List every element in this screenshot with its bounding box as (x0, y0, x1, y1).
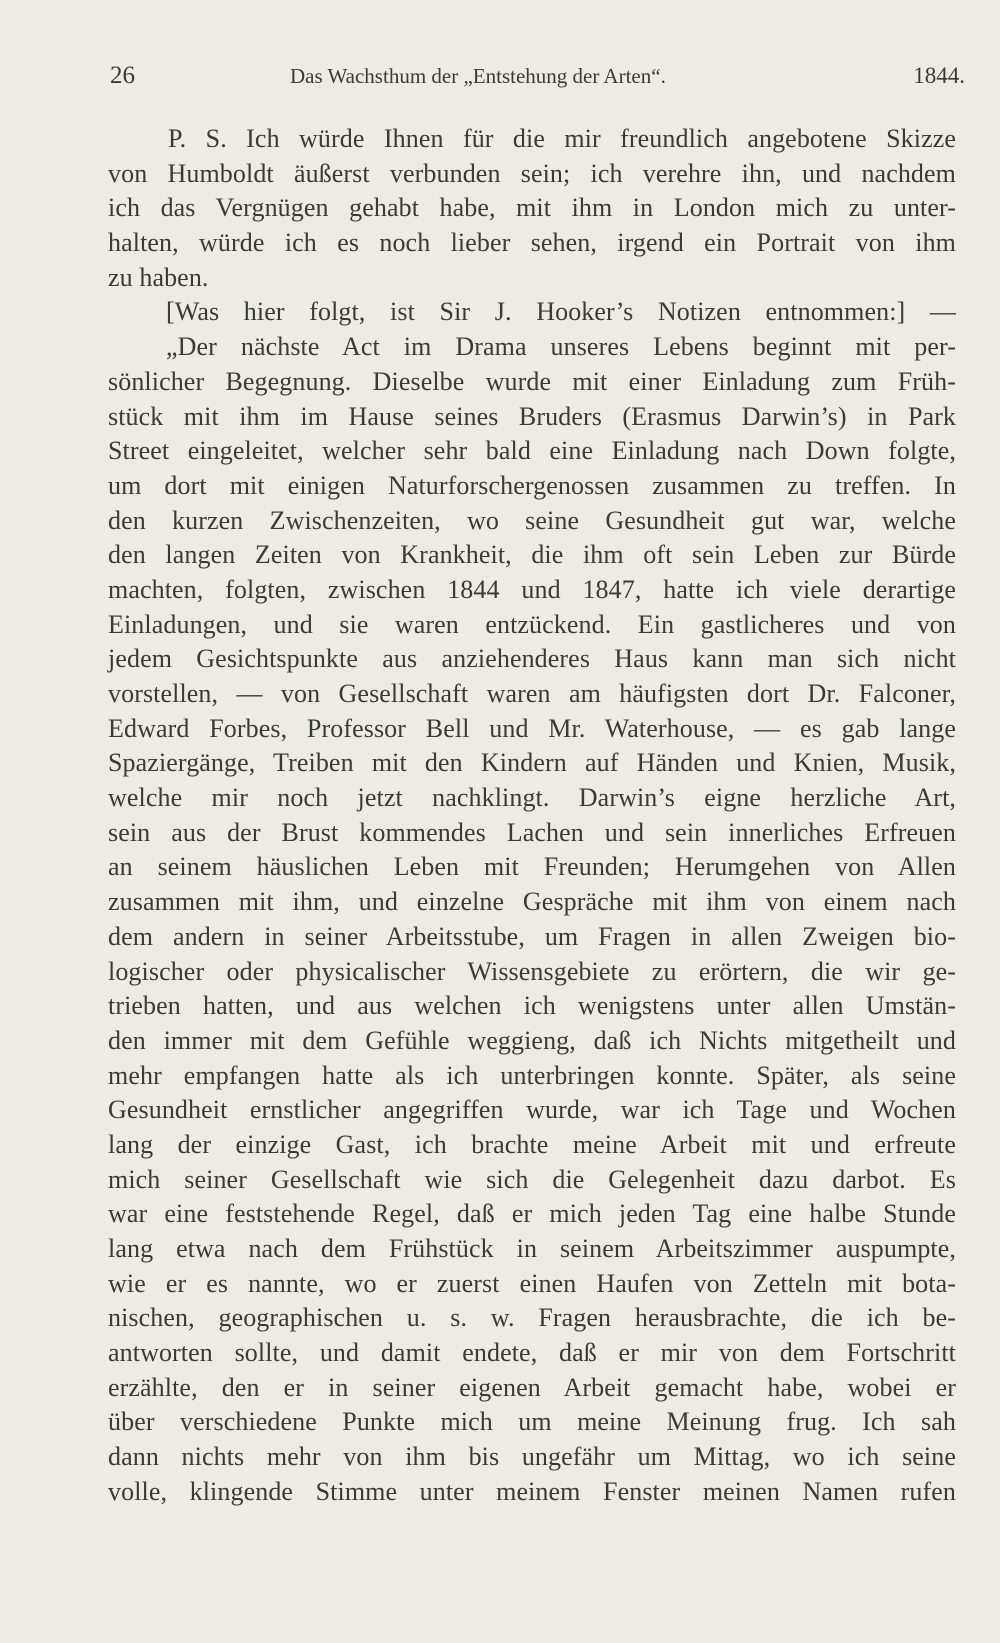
text-line: wie er es nannte, wo er zuerst einen Haufen von Zetteln mit bota- (108, 1268, 956, 1298)
text-line: den langen Zeiten von Krankheit, die ihm oft sein Leben zur Bürde (108, 540, 956, 570)
text-line: vorstellen, — von Gesellschaft waren am häufigsten dort Dr. Falconer, (108, 679, 956, 708)
text-line: antworten sollte, und damit endete, daß er mir von dem Fortschritt (108, 1338, 956, 1368)
text-line: nischen, geographischen u. s. w. Fragen herausbrachte, die ich be- (108, 1303, 956, 1333)
text-line: zusammen mit ihm, und einzelne Gespräche mit ihm von einem nach (108, 887, 956, 917)
text-line: mich seiner Gesellschaft wie sich die Gelegenheit dazu darbot. Es (108, 1164, 956, 1194)
text-line: an seinem häuslichen Leben mit Freunden; Herumgehen von Allen (108, 852, 956, 882)
text-line: Edward Forbes, Professor Bell und Mr. Waterhouse, — es gab lange (108, 713, 956, 743)
text-line: ich das Vergnügen gehabt habe, mit ihm in London mich zu unter- (108, 193, 956, 223)
text-line: von Humboldt äußerst verbunden sein; ich verehre ihn, und nachdem (108, 158, 956, 188)
text-line: war eine feststehende Regel, daß er mich jeden Tag eine halbe Stunde (108, 1199, 956, 1229)
text-line: trieben hatten, und aus welchen ich wenigstens unter allen Umstän- (108, 991, 956, 1021)
text-line: stück mit ihm im Hause seines Bruders (Erasmus Darwin’s) in Park (108, 401, 956, 431)
text-line: um dort mit einigen Naturforschergenossen zusammen zu treffen. In (108, 470, 956, 500)
text-line: logischer oder physicalischer Wissensgebiete zu erörtern, die wir ge- (108, 956, 956, 986)
text-line: Einladungen, und sie waren entzückend. Ein gastlicheres und von (108, 609, 956, 639)
text-line: machten, folgten, zwischen 1844 und 1847, hatte ich viele derartige (108, 574, 956, 604)
page-number: 26 (110, 62, 135, 89)
text-line: dem andern in seiner Arbeitsstube, um Fragen in allen Zweigen bio- (108, 921, 956, 951)
text-line: sein aus der Brust kommendes Lachen und sein innerliches Erfreuen (108, 817, 956, 847)
text-line: welche mir noch jetzt nachklingt. Darwin’s eigne herzliche Art, (108, 783, 956, 813)
text-line: lang der einzige Gast, ich brachte meine Arbeit mit und erfreute (108, 1129, 956, 1159)
text-line: Spaziergänge, Treiben mit den Kindern auf Händen und Knien, Musik, (108, 748, 956, 778)
text-line: jedem Gesichtspunkte aus anziehenderes Haus kann man sich nicht (108, 644, 956, 674)
text-line: Street eingeleitet, welcher sehr bald eine Einladung nach Down folgte, (108, 436, 956, 466)
text-line: dann nichts mehr von ihm bis ungefähr um Mittag, wo ich seine (108, 1442, 956, 1472)
text-line: Gesundheit ernstlicher angegriffen wurde, war ich Tage und Wochen (108, 1095, 956, 1125)
text-line: halten, würde ich es noch lieber sehen, irgend ein Portrait von ihm (108, 228, 956, 258)
text-line: lang etwa nach dem Frühstück in seinem Arbeitszimmer auspumpte, (108, 1234, 956, 1263)
text-line: über verschiedene Punkte mich um meine Meinung frug. Ich sah (108, 1407, 956, 1437)
text-line: volle, klingende Stimme unter meinem Fenster meinen Namen rufen (108, 1476, 956, 1506)
text-line: zu haben. (108, 262, 209, 292)
text-line: [Was hier folgt, ist Sir J. Hooker’s Notizen entnommen:] — (166, 297, 956, 327)
text-line: „Der nächste Act im Drama unseres Lebens beginnt mit per- (166, 332, 956, 362)
text-line: den immer mit dem Gefühle weggieng, daß ich Nichts mitgetheilt und (108, 1025, 956, 1055)
text-line: den kurzen Zwischenzeiten, wo seine Gesundheit gut war, welche (108, 505, 956, 535)
text-line: P. S. Ich würde Ihnen für die mir freundlich angebotene Skizze (168, 124, 956, 153)
body-text (108, 122, 956, 1510)
text-line: sönlicher Begegnung. Dieselbe wurde mit einer Einladung zum Früh- (108, 366, 956, 396)
header-year: 1844. (913, 63, 965, 88)
running-title: Das Wachsthum der „Entstehung der Arten“. (290, 64, 666, 88)
running-header (110, 58, 965, 94)
text-line: mehr empfangen hatte als ich unterbringen konnte. Später, als seine (108, 1060, 956, 1090)
text-line: erzählte, den er in seiner eigenen Arbeit gemacht habe, wobei er (108, 1372, 956, 1402)
